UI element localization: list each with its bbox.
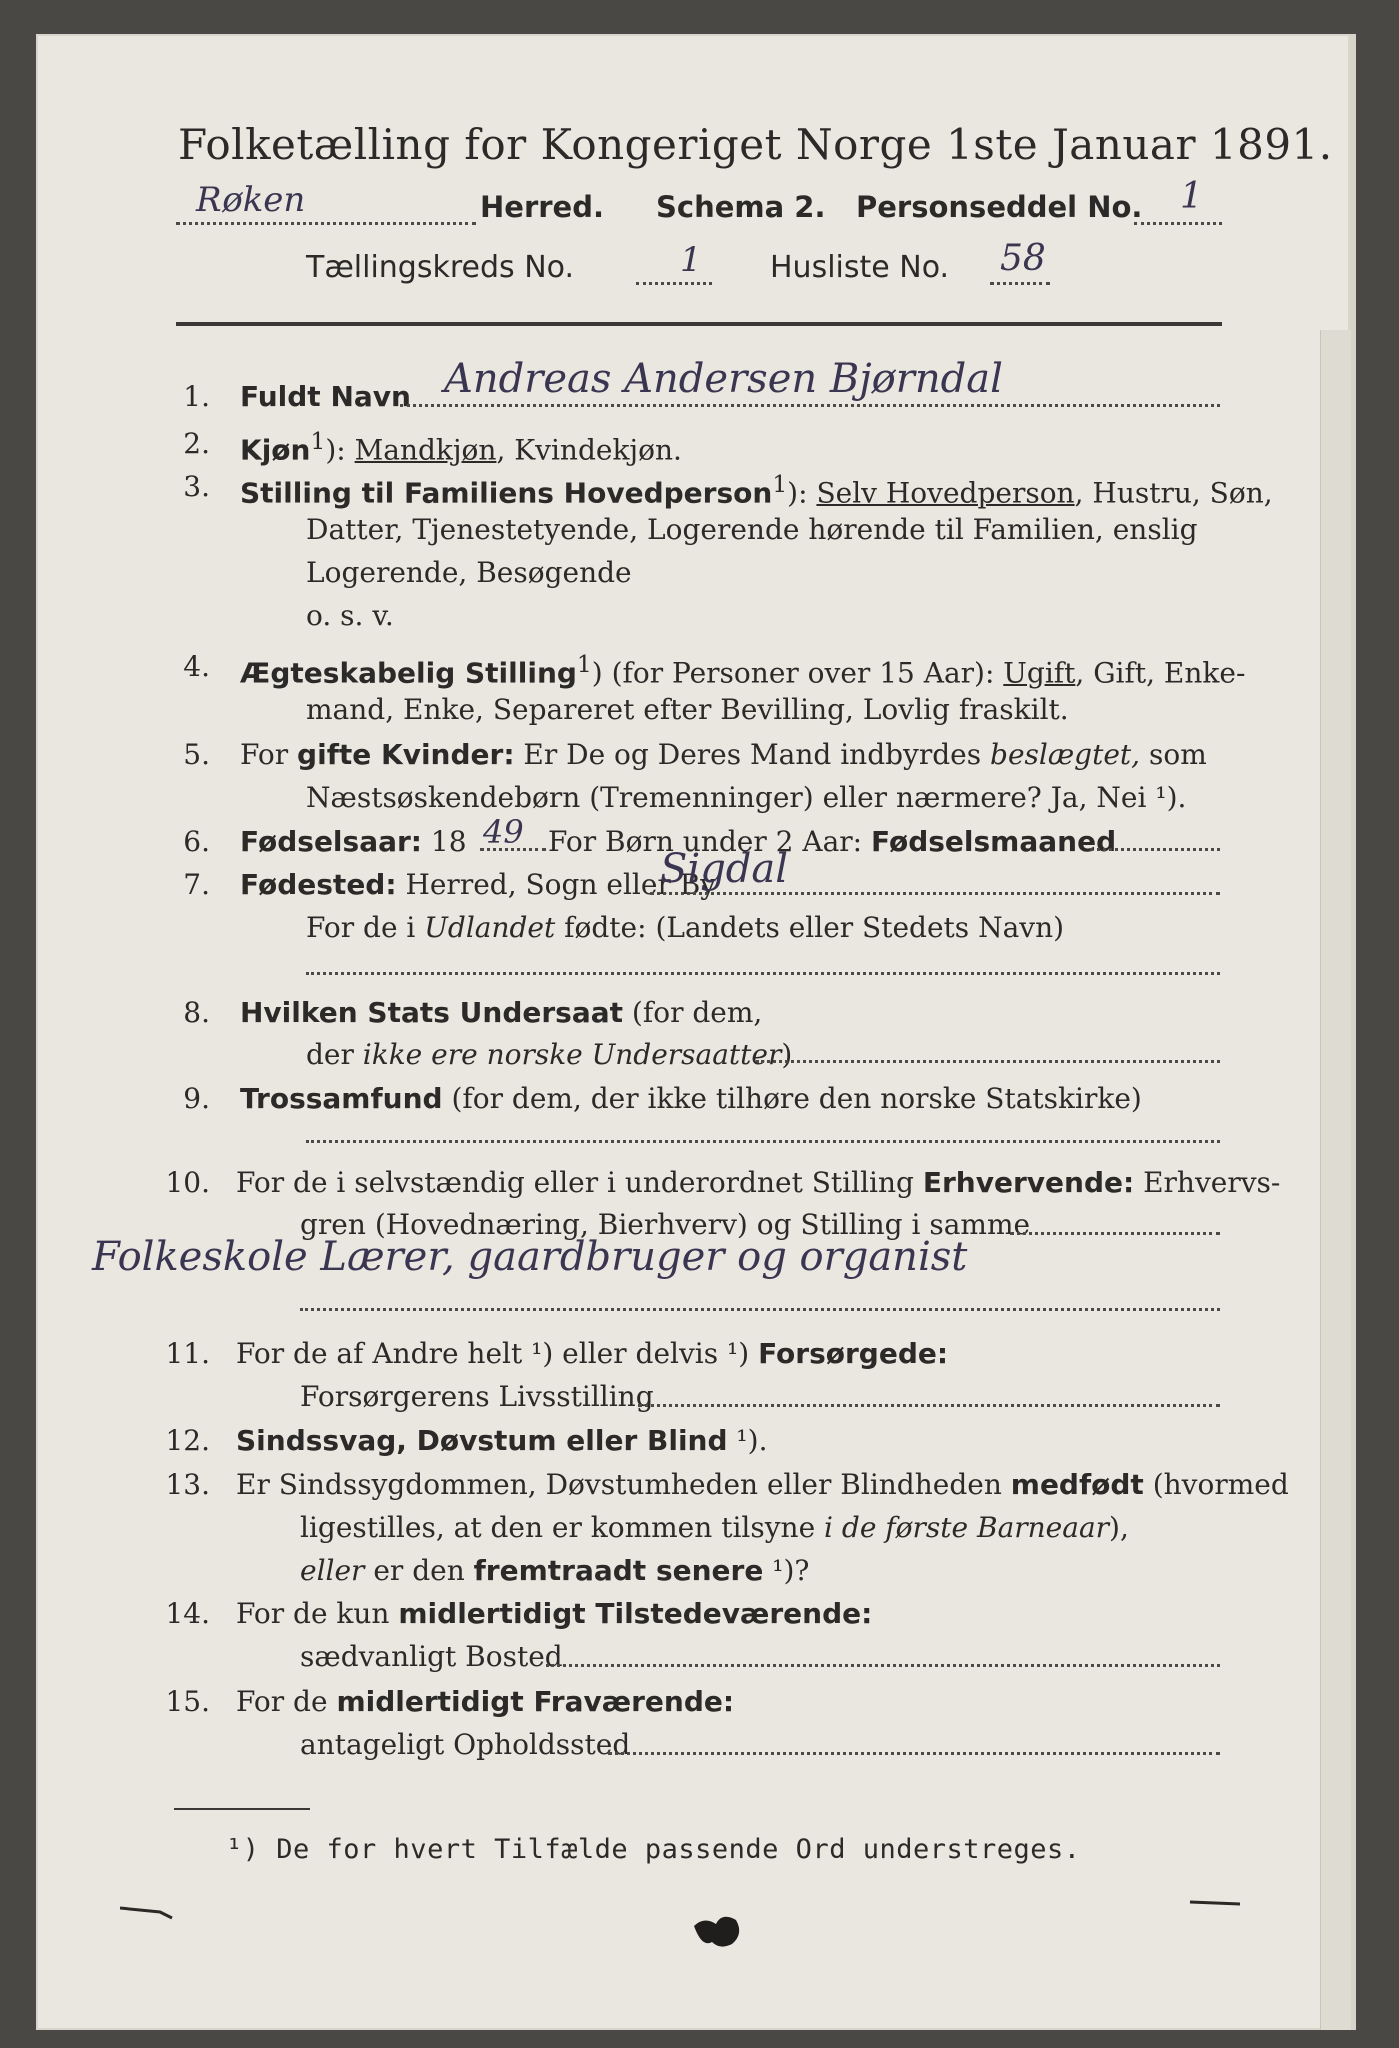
- item-7-line-2: [306, 911, 1064, 944]
- item-7-dots: [650, 892, 1220, 895]
- item-3-text: [240, 470, 1273, 509]
- item-4-label: Ægteskabelig Stilling: [240, 656, 577, 690]
- ink-mark-right: [1190, 1902, 1240, 1904]
- item-10-pre: For de i selvstændig eller i underordnet Stilling: [236, 1166, 923, 1199]
- item-6-label-2: Fødselsmaaned: [870, 825, 1117, 858]
- personseddel-value: 1: [1180, 176, 1203, 217]
- form-title: Folketælling for Kongeriget Norge 1ste Januar 1891.: [178, 120, 1333, 169]
- item-11-line-2: Forsørgerens Livsstilling: [300, 1380, 654, 1413]
- item-7-line-2-italic: Udlandet: [424, 911, 556, 944]
- item-6-dots: [480, 848, 546, 851]
- item-7-label: Fødested:: [240, 868, 397, 901]
- item-13-line-3-italic: eller: [300, 1554, 365, 1587]
- item-10-dots-2: [300, 1308, 1220, 1311]
- tellingskreds-dots: [636, 282, 712, 285]
- item-2-option-rest: , Kvindekjøn.: [496, 433, 682, 467]
- item-2-text: [240, 427, 682, 466]
- item-14-dots: [546, 1664, 1220, 1667]
- item-10-rest: Erhvervs-: [1134, 1166, 1281, 1199]
- item-10-dots: [1010, 1232, 1220, 1235]
- item-3-line-4: o. s. v.: [306, 599, 394, 632]
- item-2-number: 2.: [183, 427, 210, 460]
- item-13-line-2-italic: i de første Barneaar: [824, 1511, 1110, 1544]
- ink-mark-left: [120, 1908, 172, 1918]
- item-7-line-2a: For de i: [306, 911, 425, 944]
- item-8-line-2-italic: ikke ere norske Undersaatter: [362, 1038, 782, 1071]
- sheet-edge: [1320, 330, 1351, 2030]
- item-1-number: 1.: [183, 380, 210, 413]
- item-5-pre: For: [240, 738, 298, 771]
- item-2-sup: 1: [310, 427, 326, 455]
- item-13-line-2: [300, 1511, 1129, 1544]
- item-11-number: 11.: [165, 1337, 210, 1370]
- item-13-line-3: [300, 1554, 809, 1587]
- item-1-dots: [400, 404, 1220, 407]
- item-7-rest: Herred, Sogn eller By: [396, 868, 717, 901]
- item-8-line-2b: ): [781, 1038, 793, 1071]
- item-13-pre: Er Sindssygdommen, Døvstumheden eller Blindheden: [236, 1468, 1011, 1501]
- item-12-rest: ¹).: [727, 1424, 768, 1457]
- personseddel-dots: [1134, 222, 1222, 225]
- schema-label: Schema 2.: [656, 190, 826, 224]
- item-6-rest: For Børn under 2 Aar:: [548, 825, 871, 858]
- item-11-pre: For de af Andre helt ¹) eller delvis ¹): [236, 1337, 759, 1370]
- item-13-label: medfødt: [1010, 1468, 1144, 1501]
- item-3-colon: ):: [787, 476, 817, 510]
- footnote-rule: [174, 1808, 310, 1810]
- item-6-label: Fødselsaar:: [240, 825, 422, 858]
- item-9-number: 9.: [183, 1082, 210, 1115]
- item-1-value: Andreas Andersen Bjørndal: [444, 356, 1003, 402]
- item-8-rest: (for dem,: [623, 996, 763, 1029]
- herred-label: Herred.: [480, 190, 604, 224]
- item-5-line-2: Næstsøskendebørn (Tremenninger) eller nærmere? Ja, Nei ¹).: [306, 781, 1187, 814]
- item-11-text: [236, 1337, 948, 1370]
- item-6-dots-2: [1090, 848, 1220, 851]
- census-form-sheet: [36, 34, 1350, 2030]
- item-3-sup: 1: [772, 470, 788, 498]
- item-7-line-2b: fødte: (Landets eller Stedets Navn): [555, 911, 1065, 944]
- item-11-label: Forsørgede:: [758, 1337, 949, 1370]
- item-6-number: 6.: [183, 825, 210, 858]
- item-4-text: [240, 650, 1245, 689]
- item-10-number: 10.: [165, 1166, 210, 1199]
- item-4-line-2: mand, Enke, Separeret efter Bevilling, Lovlig fraskilt.: [306, 693, 1069, 726]
- item-3-line-3: Logerende, Besøgende: [306, 556, 632, 589]
- husliste-label: Husliste No.: [770, 250, 950, 285]
- item-13-number: 13.: [165, 1468, 210, 1501]
- item-5-text: [240, 738, 1207, 771]
- ink-marks: [120, 1890, 1240, 1970]
- item-13-line-2b: ),: [1109, 1511, 1129, 1544]
- item-4-option-selected: Ugift: [1003, 656, 1076, 690]
- item-14-number: 14.: [165, 1597, 210, 1630]
- item-8-label: Hvilken Stats Undersaat: [240, 996, 624, 1029]
- item-10-value: Folkeskole Lærer, gaardbruger og organist: [92, 1234, 968, 1280]
- item-12-text: [236, 1424, 767, 1457]
- item-13-line-2a: ligestilles, at den er kommen tilsyne: [300, 1511, 825, 1544]
- item-12-number: 12.: [165, 1424, 210, 1457]
- item-14-label: midlertidigt Tilstedeværende:: [398, 1597, 873, 1630]
- item-8-text: [240, 996, 762, 1029]
- item-3-label: Stilling til Familiens Hovedperson: [240, 476, 773, 510]
- item-7-number: 7.: [183, 868, 210, 901]
- item-8-line-2a: der: [306, 1038, 363, 1071]
- item-15-pre: For de: [236, 1685, 337, 1718]
- herred-dots: [176, 222, 476, 225]
- husliste-dots: [990, 282, 1050, 285]
- item-13-line-3-label: fremtraadt senere: [473, 1554, 764, 1587]
- tellingskreds-value: 1: [680, 240, 702, 280]
- item-14-text: [236, 1597, 872, 1630]
- item-9-text: [240, 1082, 1142, 1115]
- tellingskreds-label: Tællingskreds No.: [306, 250, 574, 285]
- item-14-pre: For de kun: [236, 1597, 399, 1630]
- item-5-number: 5.: [183, 738, 210, 771]
- item-14-line-2: sædvanligt Bosted: [300, 1640, 563, 1673]
- item-9-label: Trossamfund: [240, 1082, 443, 1115]
- item-10-label: Erhvervende:: [922, 1166, 1135, 1199]
- item-1-label: Fuldt Navn: [240, 380, 411, 413]
- item-13-line-3b: ¹)?: [763, 1554, 810, 1587]
- header-rule: [176, 322, 1222, 326]
- item-5-italic: beslægtet,: [990, 738, 1141, 771]
- item-7-dots-2: [306, 972, 1220, 975]
- herred-value: Røken: [196, 180, 306, 220]
- item-2-option-selected: Mandkjøn: [354, 433, 497, 467]
- item-8-number: 8.: [183, 996, 210, 1029]
- item-10-text: [236, 1166, 1280, 1199]
- husliste-value: 58: [1000, 238, 1046, 279]
- item-4-sup: 1: [576, 650, 592, 678]
- item-13-line-3a: er den: [364, 1554, 474, 1587]
- item-7-value: Sigdal: [660, 846, 789, 892]
- item-6-value: 49: [483, 813, 524, 851]
- item-3-number: 3.: [183, 470, 210, 503]
- item-9-dots: [306, 1140, 1220, 1143]
- item-11-dots: [638, 1404, 1220, 1407]
- footnote: ¹) De for hvert Tilfælde passende Ord understreges.: [226, 1834, 1081, 1865]
- ink-blot: [694, 1917, 739, 1947]
- item-5-label: gifte Kvinder:: [297, 738, 515, 771]
- item-3-rest: , Hustru, Søn,: [1074, 476, 1273, 510]
- item-6-prefix: 18: [422, 825, 467, 858]
- item-10-line-2: gren (Hovednæring, Bierhverv) og Stilling i samme: [300, 1208, 1031, 1241]
- item-15-text: [236, 1685, 734, 1718]
- item-6-text: [240, 825, 467, 858]
- item-8-dots: [756, 1060, 1220, 1063]
- item-15-number: 15.: [165, 1685, 210, 1718]
- item-9-rest: (for dem, der ikke tilhøre den norske Statskirke): [442, 1082, 1142, 1115]
- item-5-rest: Er De og Deres Mand indbyrdes: [514, 738, 991, 771]
- item-8-line-2: [306, 1038, 792, 1071]
- personseddel-label: Personseddel No.: [856, 190, 1143, 224]
- item-7-text: [240, 868, 716, 901]
- item-13-rest: (hvormed: [1143, 1468, 1289, 1501]
- item-12-label: Sindssvag, Døvstum eller Blind: [236, 1424, 728, 1457]
- item-4-rest-2: , Gift, Enke-: [1075, 656, 1246, 690]
- item-6-rest-text: [548, 825, 1116, 858]
- item-4-number: 4.: [183, 650, 210, 683]
- item-15-label: midlertidigt Fraværende:: [336, 1685, 735, 1718]
- item-3-option-selected: Selv Hovedperson: [816, 476, 1075, 510]
- item-4-rest: ) (for Personer over 15 Aar):: [591, 656, 1004, 690]
- item-15-dots: [608, 1752, 1220, 1755]
- item-5-rest-2: som: [1140, 738, 1207, 771]
- item-2-rest: ):: [325, 433, 355, 467]
- item-3-line-2: Datter, Tjenestetyende, Logerende hørende til Familien, enslig: [306, 513, 1198, 546]
- item-15-line-2: antageligt Opholdssted: [300, 1728, 631, 1761]
- item-2-label: Kjøn: [240, 433, 311, 467]
- item-13-text: [236, 1468, 1289, 1501]
